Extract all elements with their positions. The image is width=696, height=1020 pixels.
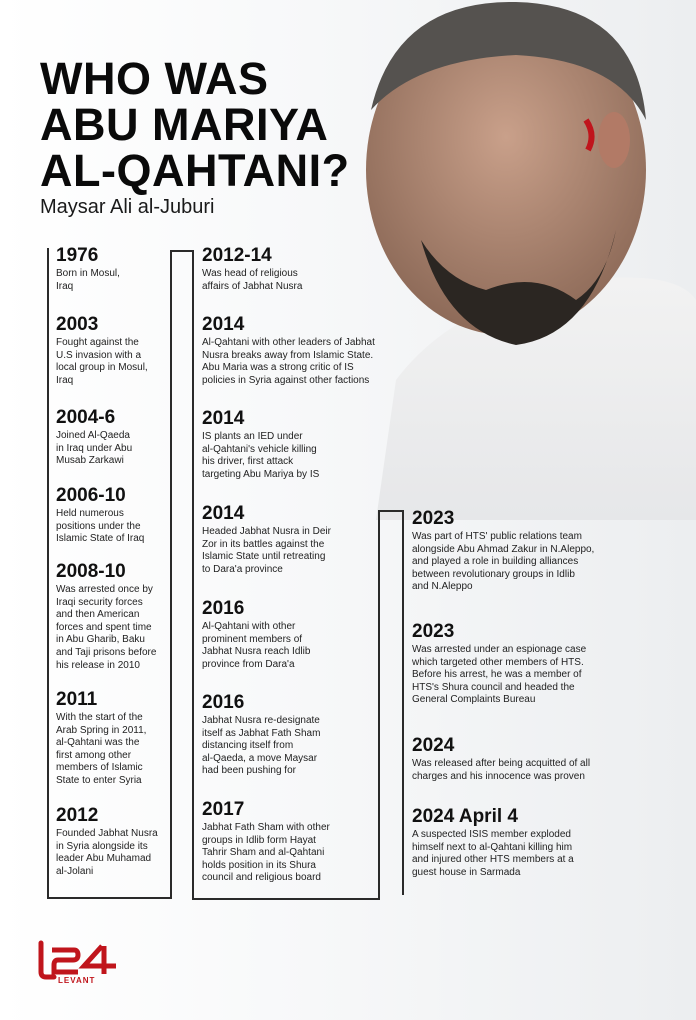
entry-year: 2008-10 xyxy=(56,561,126,582)
entry-year: 2016 xyxy=(202,692,245,713)
timeline-entry xyxy=(56,407,132,468)
subtitle: Maysar Ali al-Juburi xyxy=(40,196,215,218)
entry-year: 2012 xyxy=(56,805,99,826)
entry-text: Was arrested once by Iraqi security forces and then American forces and spent time in Abu Gharib, Baku and Taji prisons before his release in 2010 xyxy=(56,584,157,671)
entry-text: A suspected ISIS member exploded himself next to al-Qahtani killing him and injured other HTS members at a guest house in Sarmada xyxy=(412,829,574,878)
title-line: AL-QAHTANI? xyxy=(40,145,350,196)
l24-levant-logo xyxy=(38,940,122,984)
timeline-entry xyxy=(56,485,144,546)
entry-text: Fought against the U.S invasion with a local group in Mosul, Iraq xyxy=(56,337,148,386)
entry-text: Was arrested under an espionage case which targeted other members of HTS. Before his arrest, he was a member of HTS's Shura council and headed the General Complaints Bureau xyxy=(412,644,587,706)
entry-year: 2012-14 xyxy=(202,245,272,266)
entry-text: Held numerous positions under the Islamic State of Iraq xyxy=(56,508,145,545)
timeline-entry xyxy=(412,508,594,594)
entry-text: Was head of religious affairs of Jabhat Nusra xyxy=(202,268,303,292)
timeline-entry xyxy=(202,503,331,576)
entry-year: 2014 xyxy=(202,314,245,335)
entry-year: 1976 xyxy=(56,245,99,266)
entry-text: Al-Qahtani with other leaders of Jabhat Nusra breaks away from Islamic State. Abu Maria was a strong critic of IS policies in Syria against other factions xyxy=(202,337,375,386)
entry-year: 2017 xyxy=(202,799,245,820)
timeline-entry xyxy=(412,621,586,707)
timeline-line xyxy=(378,510,380,900)
entry-year: 2004-6 xyxy=(56,407,116,428)
timeline-line xyxy=(170,250,194,252)
timeline-line xyxy=(378,510,404,512)
entry-text: Jabhat Fath Sham with other groups in Idlib form Hayat Tahrir Sham and al-Qahtani holds position in its Shura council and religious board xyxy=(202,822,330,884)
timeline-entry xyxy=(202,245,302,293)
title-line: ABU MARIYA xyxy=(40,99,329,150)
entry-year: 2016 xyxy=(202,598,245,619)
entry-year: 2006-10 xyxy=(56,485,126,506)
entry-year: 2011 xyxy=(56,689,98,710)
entry-year: 2024 April 4 xyxy=(412,806,518,827)
timeline-entry xyxy=(56,245,120,293)
timeline-entry xyxy=(56,314,148,387)
timeline-entry xyxy=(202,799,330,885)
timeline-entry xyxy=(202,408,319,481)
timeline-entry xyxy=(202,314,375,387)
page-title xyxy=(40,53,350,196)
portrait-photo xyxy=(336,0,696,520)
entry-year: 2024 xyxy=(412,735,455,756)
timeline-line xyxy=(47,897,171,899)
timeline-entry xyxy=(202,692,320,778)
timeline-line xyxy=(402,510,404,895)
timeline-entry xyxy=(56,561,156,672)
timeline-entry xyxy=(202,598,310,671)
entry-year: 2003 xyxy=(56,314,99,335)
timeline-line xyxy=(47,248,49,899)
timeline-line xyxy=(192,898,380,900)
entry-text: Joined Al-Qaeda in Iraq under Abu Musab Zarkawi xyxy=(56,430,133,467)
entry-year: 2023 xyxy=(412,621,455,642)
entry-year: 2014 xyxy=(202,408,245,429)
entry-text: Jabhat Nusra re-designate itself as Jabhat Fath Sham distancing itself from al-Qaeda, a move Maysar had been pushing for xyxy=(202,715,321,777)
title-line: WHO WAS xyxy=(40,53,269,104)
entry-year: 2023 xyxy=(412,508,455,529)
timeline-entry xyxy=(56,805,158,878)
logo-sub-text: LEVANT xyxy=(58,976,96,984)
entry-year: 2014 xyxy=(202,503,245,524)
timeline-entry xyxy=(412,806,574,879)
timeline-line xyxy=(170,250,172,899)
entry-text: Born in Mosul, Iraq xyxy=(56,268,120,292)
entry-text: With the start of the Arab Spring in 2011, al-Qahtani was the first among other members of Islamic State to enter Syria xyxy=(56,712,147,786)
entry-text: Al-Qahtani with other prominent members of Jabhat Nusra reach Idlib province from Dara'a xyxy=(202,621,311,670)
timeline-line xyxy=(192,250,194,900)
timeline-entry xyxy=(56,689,146,788)
entry-text: IS plants an IED under al-Qahtani's vehicle killing his driver, first attack targeting Abu Mariya by IS xyxy=(202,431,320,480)
entry-text: Was released after being acquitted of all charges and his innocence was proven xyxy=(412,758,591,782)
entry-text: Was part of HTS' public relations team alongside Abu Ahmad Zakur in N.Aleppo, and played a role in building alliances between revolutionary groups in Idlib and N.Aleppo xyxy=(412,531,595,593)
timeline-entry xyxy=(412,735,590,783)
entry-text: Founded Jabhat Nusra in Syria alongside its leader Abu Muhamad al-Jolani xyxy=(56,828,158,877)
entry-text: Headed Jabhat Nusra in Deir Zor in its battles against the Islamic State until retreating to Dara'a province xyxy=(202,526,331,575)
